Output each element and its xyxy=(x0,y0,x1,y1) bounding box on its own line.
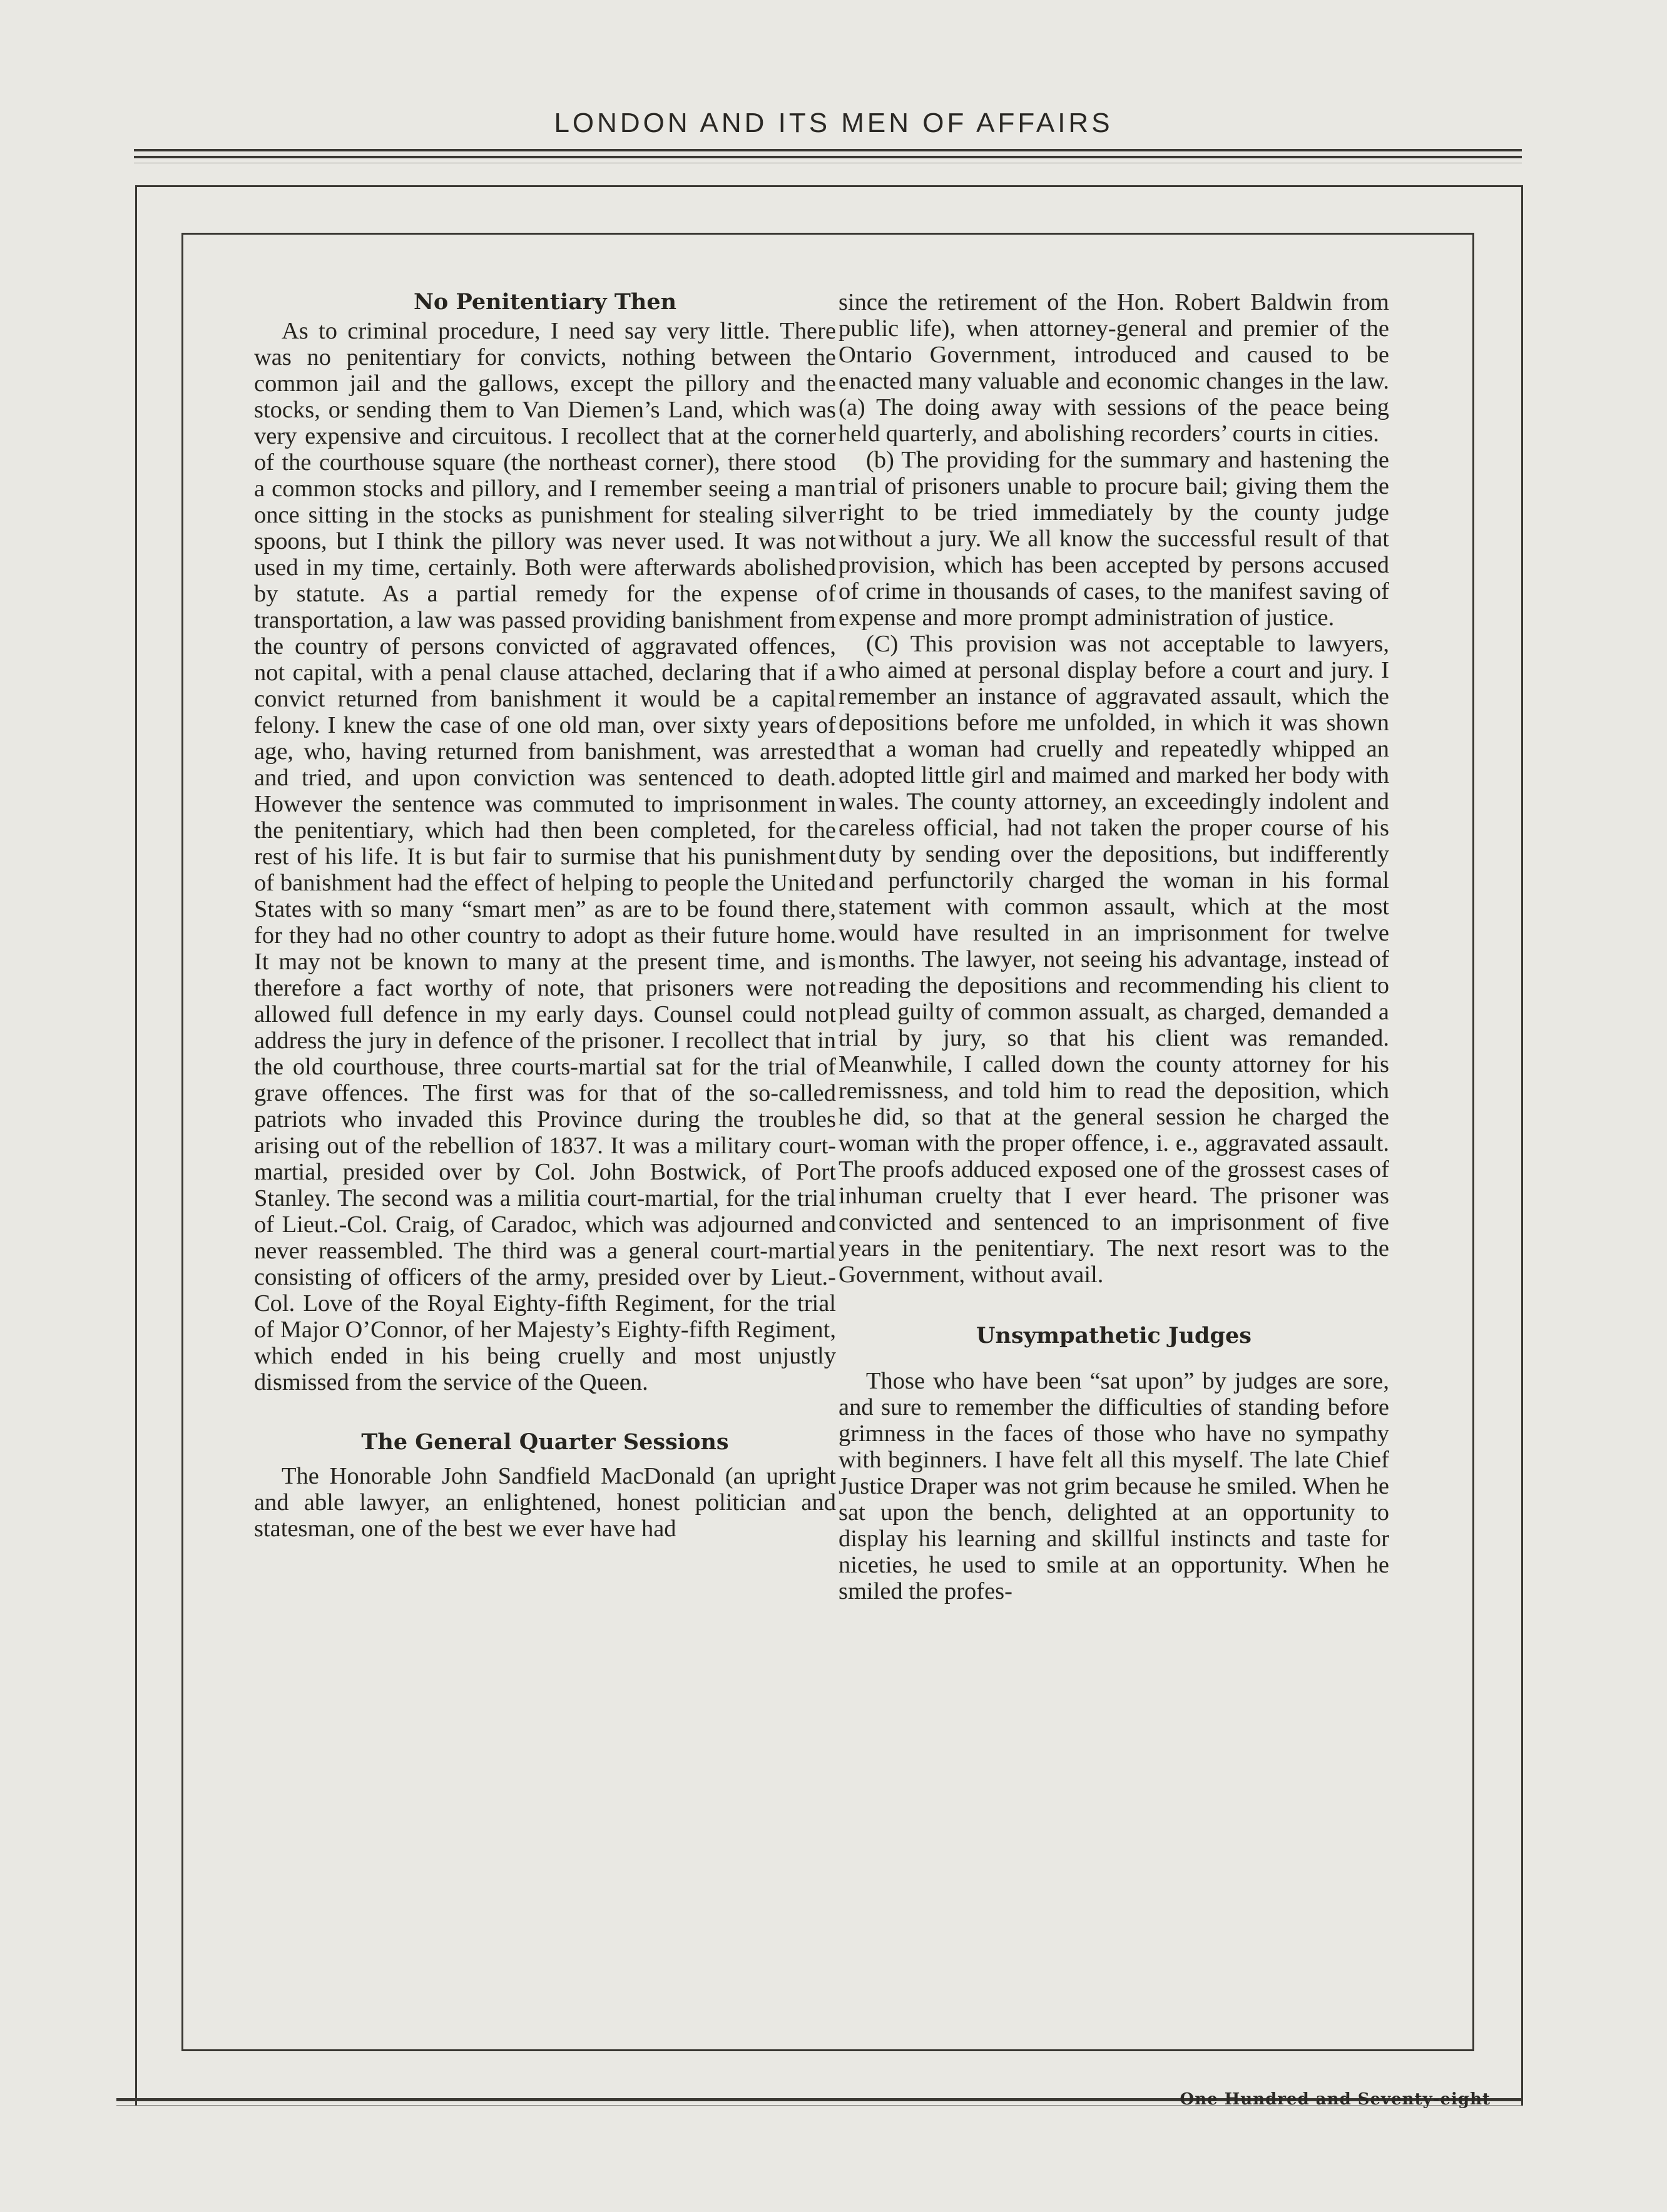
right-column xyxy=(839,289,1389,1604)
section-heading-unsympathetic-judges: Unsympathetic Judges xyxy=(976,1323,1252,1348)
header-rule-top xyxy=(134,149,1522,151)
body-paragraph: As to criminal procedure, I need say very little. There was no penitentiary for convicts, nothing between the common jail and the gallows, except the pillory and the stocks, or sending them to Van Diemen’s Land, which was very expensive and circuitous. I recollect that at the corner of the courthouse square (the northeast corner), there stood a common stocks and pillory, and I remember seeing a man once sitting in the stocks as punishment for stealing silver spoons, but I think the pillory was never used. It was not used in my time, certainly. Both were afterwards abolished by statute. As a partial remedy for the expense of transportation, a law was passed providing banishment from the country of persons convicted of aggravated offences, not capital, with a penal clause attached, declaring that if a convict returned from banishment it would be a capital felony. I knew the case of one old man, over sixty years of age, who, having returned from banishment, was arrested and tried, and upon conviction was sentenced to death. However the sentence was commuted to imprisonment in the penitentiary, which had then been completed, for the rest of his life. It is but fair to surmise that his punishment of banishment had the effect of helping to people the United States with so many “smart men” as are to be found there, for they had no other country to adopt as their future home. It may not be known to many at the present time, and is therefore a fact worthy of note, that prisoners were not allowed full defence in my early days. Counsel could not address the jury in defence of the prisoner. I recollect that in the old courthouse, three courts-martial sat for the trial of grave offences. The first was for that of the so-called patriots who invaded this Province during the troubles arising out of the rebellion of 1837. It was a military court-martial, presided over by Col. John Bostwick, of Port Stanley. The second was a militia court-martial, for the trial of Lieut.-Col. Craig, of Caradoc, which was adjourned and never reassembled. The third was a general court-martial consisting of officers of the army, presided over by Lieut.-Col. Love of the Royal Eighty-fifth Regiment, for the trial of Major O’Connor, of her Majesty’s Eighty-fifth Regiment, which ended in his being cruelly and most unjustly dismissed from the service of the Queen. xyxy=(254,318,836,1395)
left-column xyxy=(254,289,836,1542)
section-heading-general-quarter-sessions: The General Quarter Sessions xyxy=(361,1429,729,1455)
body-paragraph: since the retirement of the Hon. Robert Baldwin from public life), when attorney-general and premier of the Ontario Government, introduced and caused to be enacted many valuable and economic changes in the law. (a) The doing away with sessions of the peace being held quarterly, and abolishing recorders’ courts in cities. xyxy=(839,289,1389,447)
header-rule-bottom xyxy=(134,156,1522,158)
page-number: One Hundred and Seventy-eight xyxy=(1180,2090,1491,2109)
section-heading-no-penitentiary: No Penitentiary Then xyxy=(413,289,677,315)
body-paragraph: (C) This provision was not acceptable to lawyers, who aimed at personal display before a court and jury. I remember an instance of aggravated assault, which the depositions before me unfolded, in which it was shown that a woman had cruelly and repeatedly whipped an adopted little girl and maimed and marked her body with wales. The county attorney, an exceedingly indolent and careless official, had not taken the proper course of his duty by sending over the depositions, but indifferently and perfunctorily charged the woman in his formal statement with common assault, which at the most would have resulted in an imprisonment for twelve months. The lawyer, not seeing his advantage, instead of reading the depositions and recommending his client to plead guilty of common assualt, as charged, demanded a trial by jury, so that his client was remanded. Meanwhile, I called down the county attorney for his remissness, and told him to read the deposition, which he did, so that at the general session he charged the woman with the proper offence, i. e., aggravated assault. The proofs adduced exposed one of the grossest cases of inhuman cruelty that I ever heard. The prisoner was convicted and sentenced to an imprisonment of five years in the penitentiary. The next resort was to the Government, without avail. xyxy=(839,631,1389,1288)
body-paragraph: Those who have been “sat upon” by judges are sore, and sure to remember the difficulties of standing before grimness in the faces of those who have no sympathy with beginners. I have felt all this myself. The late Chief Justice Draper was not grim because he smiled. When he sat upon the bench, delighted at an opportunity to display his learning and skillful instincts and taste for niceties, he used to smile at an opportunity. When he smiled the profes- xyxy=(839,1368,1389,1604)
running-title: LONDON AND ITS MEN OF AFFAIRS xyxy=(554,108,1113,138)
body-paragraph: The Honorable John Sandfield MacDonald (an upright and able lawyer, an enlightened, honest politician and statesman, one of the best we ever have had xyxy=(254,1463,836,1542)
body-paragraph: (b) The providing for the summary and hastening the trial of prisoners unable to procure bail; giving them the right to be tried immediately by the county judge without a jury. We all know the successful result of that provision, which has been accepted by persons accused of crime in thousands of cases, to the manifest saving of expense and more prompt administration of justice. xyxy=(839,447,1389,631)
